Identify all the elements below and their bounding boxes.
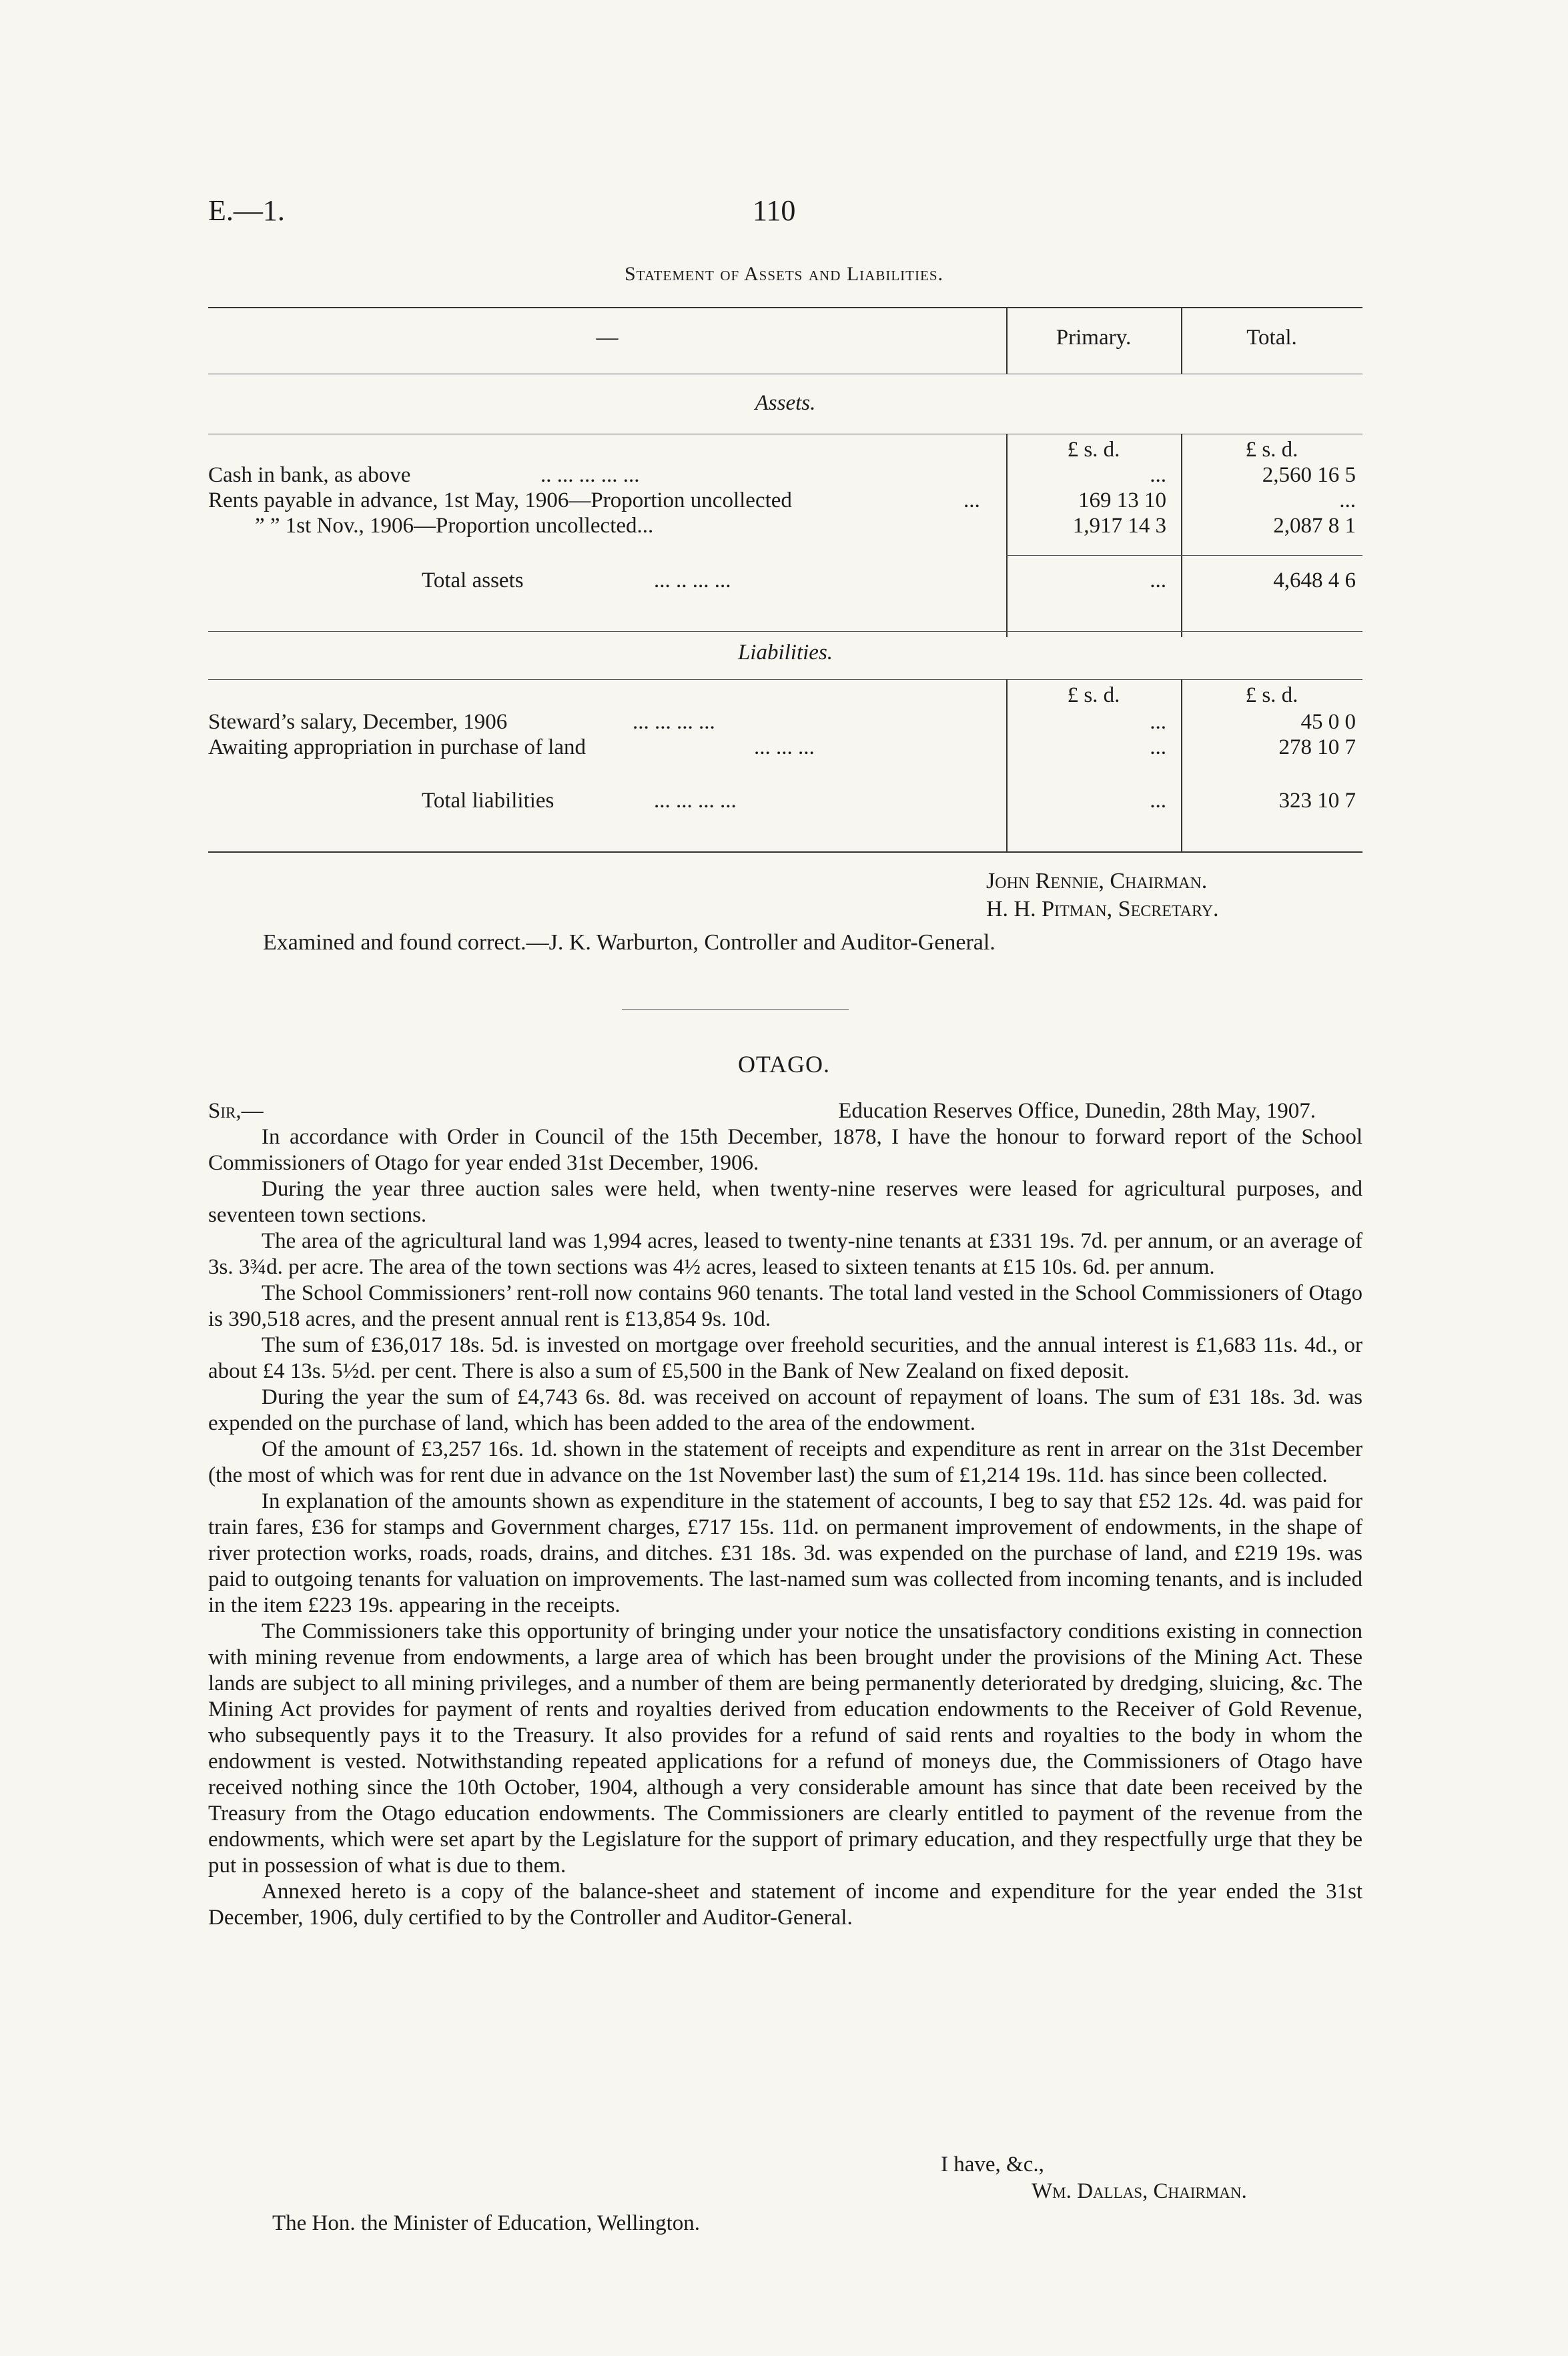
letter-paragraph: In explanation of the amounts shown as expenditure in the statement of accounts, I beg to say that £52 12s. 4d. was paid for train fares, £36 for stamps and Government charges, £717 15s. 11d. on permanent improvement of endowments, in the shape of river protection works, roads, roads, drains, and ditches. £31 18s. 3d. was expended on the purchase of land, and £219 19s. was paid to outgoing tenants for valuation on improvements. The last-named sum was collected from incoming tenants, and is included in the item £223 19s. appearing in the receipts. xyxy=(208,1489,1362,1617)
total-liabilities-leaders: ... ... ... ... xyxy=(654,789,737,813)
letter-paragraph: During the year three auction sales were held, when twenty-nine reserves were leased for agricultural purposes, and seventeen town sections. xyxy=(208,1177,1362,1227)
currency-units-total: £ s. d. xyxy=(1245,683,1298,707)
liability-row-leaders: ... ... ... xyxy=(754,735,815,759)
primary-column-header: Primary. xyxy=(1056,326,1132,350)
liability-row-primary: ... xyxy=(1150,735,1166,759)
auditor-examination: Examined and found correct.—J. K. Warburton, Controller and Auditor-General. xyxy=(263,930,996,955)
asset-row-total: 2,087 8 1 xyxy=(1273,514,1356,538)
asset-row-label: Cash in bank, as above xyxy=(208,463,411,487)
total-assets-leaders: ... .. ... ... xyxy=(654,568,731,593)
description-column-header: — xyxy=(596,326,619,350)
letter-body xyxy=(208,1098,1362,1931)
assets-heading: Assets. xyxy=(755,391,816,415)
letter-paragraph: In accordance with Order in Council of the 15th December, 1878, I have the honour to forward report of the School Commissioners of Otago for year ended 31st December, 1906. xyxy=(208,1125,1362,1175)
asset-row-label: Rents payable in advance, 1st May, 1906—Proportion uncollected xyxy=(208,488,792,512)
letter-paragraph: Of the amount of £3,257 16s. 1d. shown in the statement of receipts and expenditure as rent in arrear on the 31st December (the most of which was for rent due in advance on the 1st November last) the sum of £1,214 19s. 11d. has since been collected. xyxy=(208,1437,1362,1487)
letter-paragraph: The area of the agricultural land was 1,994 acres, leased to twenty-nine tenants at £331 19s. 7d. per annum, or an average of 3s. 3¾d. per acre. The area of the town sections was 4½ acres, leased to sixteen tenants at £15 10s. 6d. per annum. xyxy=(208,1229,1362,1279)
total-assets-label: Total assets xyxy=(422,568,524,593)
asset-row-primary: ... xyxy=(1150,463,1166,487)
liability-row-label: Steward’s salary, December, 1906 xyxy=(208,710,508,734)
secretary-signature: H. H. Pitman, Secretary. xyxy=(986,897,1219,921)
table-bottom-rule xyxy=(208,851,1362,853)
asset-row-total: 2,560 16 5 xyxy=(1262,463,1356,487)
salutation: Sir,— xyxy=(208,1099,264,1123)
subtotal-rule xyxy=(1006,555,1362,556)
currency-units-primary: £ s. d. xyxy=(1067,438,1120,462)
letter-paragraph: The School Commissioners’ rent-roll now contains 960 tenants. The total land vested in the School Commissioners of Otago is 390,518 acres, and the present annual rent is £13,854 9s. 10d. xyxy=(208,1281,1362,1331)
total-liabilities-label: Total liabilities xyxy=(422,789,554,813)
salutation-line xyxy=(208,1098,1362,1124)
liabilities-heading-rule xyxy=(208,679,1362,680)
letter-paragraph: The sum of £36,017 18s. 5d. is invested on mortgage over freehold securities, and the annual interest is £1,683 11s. 4d., or about £4 13s. 5½d. per cent. There is also a sum of £5,500 in the Bank of New Zealand on fixed deposit. xyxy=(208,1333,1362,1383)
section-divider xyxy=(622,1009,849,1010)
letter-signer: Wm. Dallas, Chairman. xyxy=(1032,2179,1247,2203)
table-top-rule xyxy=(208,307,1362,308)
currency-units-total: £ s. d. xyxy=(1245,438,1298,462)
page-number: 110 xyxy=(753,194,796,227)
letter-closing: I have, &c., xyxy=(941,2152,1044,2177)
liability-row-label: Awaiting appropriation in purchase of land xyxy=(208,735,586,759)
total-assets-primary: ... xyxy=(1150,568,1166,593)
liability-row-total: 45 0 0 xyxy=(1300,710,1356,734)
letter-paragraph: The Commissioners take this opportunity of bringing under your notice the unsatisfactory conditions existing in connection with mining revenue from endowments, a large area of which has been brought under the provisions of the Mining Act. These lands are subject to all mining privileges, and a number of them are being permanently deteriorated by dredging, sluicing, &c. The Mining Act provides for payment of rents and royalties derived from education endowments to the Receiver of Gold Revenue, who subsequently pays it to the Treasury. It also provides for a refund of said rents and royalties to the body in whom the endowment is vested. Notwithstanding repeated applications for a refund of moneys due, the Commissioners of Otago have received nothing since the 10th October, 1904, although a very considerable amount has since that date been received by the Treasury from the Otago education endowments. The Commissioners are clearly entitled to payment of the revenue from the endowments, which were set apart by the Legislature for the support of primary education, and they respectfully urge that they be put in possession of what is due to them. xyxy=(208,1619,1362,1878)
total-liabilities-primary: ... xyxy=(1150,789,1166,813)
total-assets-value: 4,648 4 6 xyxy=(1273,568,1356,593)
liability-row-total: 278 10 7 xyxy=(1278,735,1356,759)
letter-paragraph: During the year the sum of £4,743 6s. 8d. was received on account of repayment of loans. The sum of £31 18s. 3d. was expended on the purchase of land, which has been added to the area of the endowment. xyxy=(208,1385,1362,1435)
asset-row-label: ” ” 1st Nov., 1906—Proportion uncollected... xyxy=(255,514,654,538)
document-reference: E.—1. xyxy=(208,194,285,227)
letter-addressee: The Hon. the Minister of Education, Wellington. xyxy=(272,2211,701,2235)
chairman-signature: John Rennie, Chairman. xyxy=(986,869,1208,893)
liability-row-leaders: ... ... ... ... xyxy=(633,710,715,734)
asset-row-total: ... xyxy=(1339,488,1356,512)
currency-units-primary: £ s. d. xyxy=(1067,683,1120,707)
asset-row-primary: 1,917 14 3 xyxy=(1072,514,1166,538)
otago-heading: OTAGO. xyxy=(737,1051,831,1078)
letter-paragraph: Annexed hereto is a copy of the balance-sheet and statement of income and expenditure for the year ended the 31st December, 1906, duly certified to by the Controller and Auditor-General. xyxy=(208,1880,1362,1930)
asset-row-primary: 169 13 10 xyxy=(1078,488,1166,512)
liabilities-rule xyxy=(208,631,1362,632)
total-liabilities-value: 323 10 7 xyxy=(1278,789,1356,813)
asset-row-leaders: ... xyxy=(963,488,980,512)
liabilities-heading: Liabilities. xyxy=(737,641,833,665)
asset-row-leaders: .. ... ... ... ... xyxy=(540,463,640,487)
liability-row-primary: ... xyxy=(1150,710,1166,734)
letter-address: Education Reserves Office, Dunedin, 28th May, 1907. xyxy=(838,1099,1316,1123)
total-column-header: Total. xyxy=(1246,326,1297,350)
statement-title: Statement of Assets and Liabilities. xyxy=(625,263,943,285)
